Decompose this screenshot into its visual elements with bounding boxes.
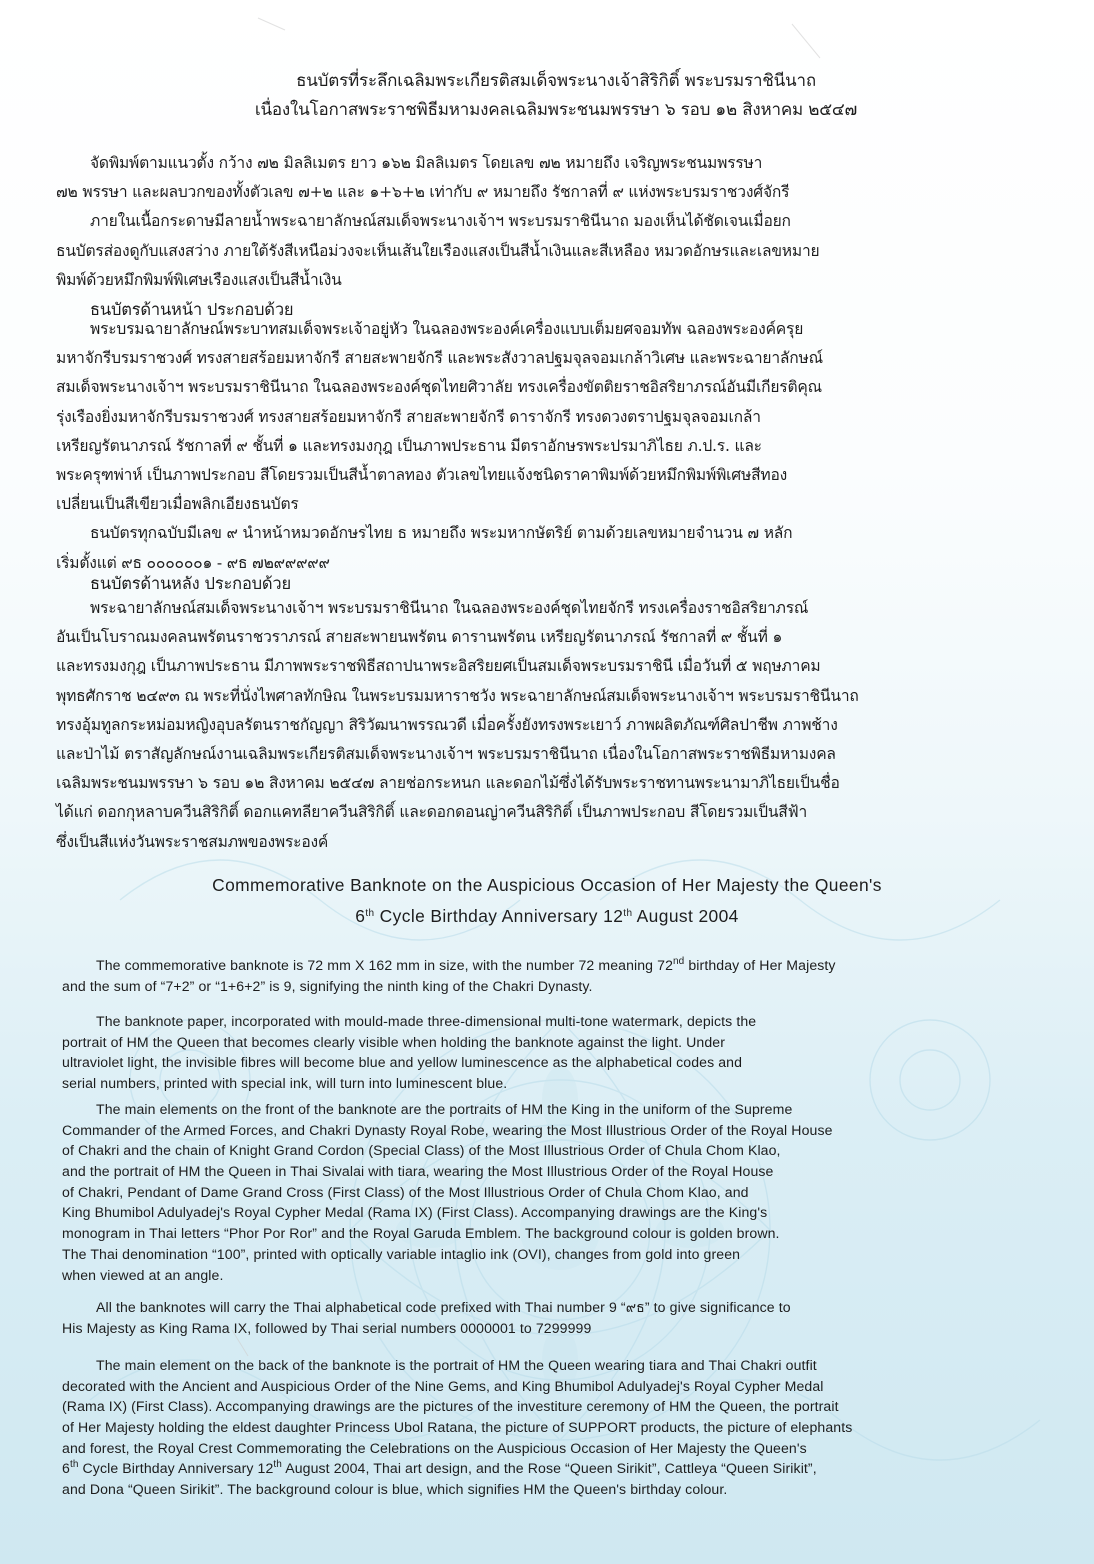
thai-text-line: ๗๒ พรรษา และผลบวกของทั้งตัวเลข ๗+๒ และ ๑+๖+๒ เท่ากับ ๙ หมายถึง รัชกาลที่ ๙ แห่งพระบรมราชวงศ์จักรี — [56, 183, 790, 202]
english-text-line: and the sum of “7+2” or “1+6+2” is 9, signifying the ninth king of the Chakri Dynasty. — [62, 977, 593, 994]
english-text-line: King Bhumibol Adulyadej's Royal Cypher Medal (Rama IX) (First Class). Accompanying drawings are the King's — [62, 1204, 768, 1221]
english-text-line: of Chakri, Pendant of Dame Grand Cross (First Class) of the Most Illustrious Order of Chula Chom Klao, and — [62, 1183, 749, 1200]
thai-text-line: อันเป็นโบราณมงคลนพรัตนราชวราภรณ์ สายสะพายนพรัตน ดารานพรัตน เหรียญรัตนาภรณ์ รัชกาลที่ ๙ ชั้นที่ ๑ — [56, 628, 783, 647]
thai-text-line: รุ่งเรืองยิ่งมหาจักรีบรมราชวงศ์ ทรงสายสร้อยมหาจักรี สายสะพายจักรี ดาราจักรี ทรงดวงตราปฐมจุลจอมเกล้า — [56, 407, 761, 426]
thai-title — [56, 67, 1056, 125]
thai-text-line: เฉลิมพระชนมพรรษา ๖ รอบ ๑๒ สิงหาคม ๒๕๔๗ ลายช่อกระหนก และดอกไม้ซึ่งได้รับพระราชทานพระนามาภิไธยเป็นชื่อ — [56, 774, 840, 793]
english-title-line: 6th Cycle Birthday Anniversary 12th August 2004 — [355, 906, 739, 926]
english-text-line: when viewed at an angle. — [62, 1266, 224, 1283]
english-text-line: The Thai denomination “100”, printed with optically variable intaglio ink (OVI), changes from gold into green — [62, 1245, 741, 1262]
english-text-line: serial numbers, printed with special ink, will turn into luminescent blue. — [62, 1075, 508, 1092]
thai-text-line: เหรียญรัตนาภรณ์ รัชกาลที่ ๙ ชั้นที่ ๑ และทรงมงกุฎ เป็นภาพประธาน มีตราอักษรพระปรมาภิไธย ภ.ป.ร. และ — [56, 436, 762, 455]
thai-text-line: พิมพ์ด้วยหมึกพิมพ์พิเศษเรืองแสงเป็นสีน้ำเงิน — [56, 270, 342, 289]
thai-text-line: ธนบัตรทุกฉบับมีเลข ๙ นำหน้าหมวดอักษรไทย ธ หมายถึง พระมหากษัตริย์ ตามด้วยเลขหมายจำนวน ๗ หลัก — [90, 524, 793, 543]
english-text-line: The main element on the back of the banknote is the portrait of HM the Queen wearing tiara and Thai Chakri outfit — [96, 1357, 817, 1373]
english-text-line: decorated with the Ancient and Auspicious Order of the Nine Gems, and King Bhumibol Adulyadej's Royal Cypher Medal — [62, 1377, 824, 1394]
thai-text-line: และป่าไม้ ตราสัญลักษณ์งานเฉลิมพระเกียรติสมเด็จพระนางเจ้าฯ พระบรมราชินีนาถ เนื่องในโอกาสพระราชพิธีมหามงคล — [56, 744, 836, 763]
thai-text-line: เริ่มตั้งแต่ ๙ธ ๐๐๐๐๐๐๑ - ๙ธ ๗๒๙๙๙๙๙ — [56, 553, 330, 572]
english-text-line: All the banknotes will carry the Thai alphabetical code prefixed with Thai number 9 “๙ธ” to give significance to — [96, 1299, 791, 1315]
english-text-line: 6th Cycle Birthday Anniversary 12th August 2004, Thai art design, and the Rose “Queen Sirikit”, Cattleya “Queen Sirikit”, — [62, 1459, 817, 1477]
thai-title-line: เนื่องในโอกาสพระราชพิธีมหามงคลเฉลิมพระชนมพรรษา ๖ รอบ ๑๒ สิงหาคม ๒๕๔๗ — [254, 100, 858, 121]
english-text-line: of Chakri and the chain of Knight Grand Cordon (Special Class) of the Most Illustrious Order of Chula Chom Klao, — [62, 1142, 781, 1159]
thai-text-line: ภายในเนื้อกระดาษมีลายน้ำพระฉายาลักษณ์สมเด็จพระนางเจ้าฯ พระบรมราชินีนาถ มองเห็นได้ชัดเจนเมื่อยก — [90, 212, 791, 231]
english-paragraph-size — [62, 955, 1062, 996]
thai-back-paragraph — [56, 594, 1056, 857]
thai-text-line: ธนบัตรส่องดูกับแสงสว่าง ภายใต้รังสีเหนือม่วงจะเห็นเส้นใยเรืองแสงเป็นสีน้ำเงินและสีเหลือง หมวดอักษรและเลขหมาย — [56, 241, 820, 260]
thai-text-line: เปลี่ยนเป็นสีเขียวเมื่อพลิกเอียงธนบัตร — [56, 495, 299, 514]
thai-text-line: พระบรมฉายาลักษณ์พระบาทสมเด็จพระเจ้าอยู่หัว ในฉลองพระองค์เครื่องแบบเต็มยศจอมทัพ ฉลองพระองค์ครุย — [90, 320, 804, 338]
heading-text: ธนบัตรด้านหน้า ประกอบด้วย — [90, 300, 294, 319]
english-title — [0, 870, 1094, 932]
thai-text-line: สมเด็จพระนางเจ้าฯ พระบรมราชินีนาถ ในฉลองพระองค์ชุดไทยศิวาลัย ทรงเครื่องขัตติยราชอิสริยาภรณ์อันมีเกียรติคุณ — [56, 378, 822, 397]
thai-text-line: พระฉายาลักษณ์สมเด็จพระนางเจ้าฯ พระบรมราชินีนาถ ในฉลองพระองค์ชุดไทยจักรี ทรงเครื่องราชอิสริยาภรณ์ — [90, 599, 809, 617]
english-text-line: and forest, the Royal Crest Commemorating the Celebrations on the Auspicious Occasion of Her Majesty the Queen's — [62, 1439, 807, 1456]
english-text-line: monogram in Thai letters “Phor Por Ror” and the Royal Garuda Emblem. The background colour is golden brown. — [62, 1225, 780, 1242]
english-text-line: ultraviolet light, the invisible fibres will become blue and yellow luminescence as the alphabetical codes and — [62, 1054, 743, 1071]
english-text-line: (Rama IX) (First Class). Accompanying drawings are the pictures of the investiture ceremony of HM the Queen, the portrait — [62, 1398, 839, 1415]
thai-text-line: พุทธศักราช ๒๔๙๓ ณ พระที่นั่งไพศาลทักษิณ ในพระบรมมหาราชวัง พระฉายาลักษณ์สมเด็จพระนางเจ้าฯ พระบรมราชินีนาถ — [56, 686, 859, 705]
english-text-line: The main elements on the front of the banknote are the portraits of HM the King in the uniform of the Supreme — [96, 1101, 793, 1117]
thai-intro-paragraph — [56, 149, 1056, 295]
thai-front-paragraph — [56, 315, 1056, 578]
english-title-line: Commemorative Banknote on the Auspicious Occasion of Her Majesty the Queen's — [212, 875, 882, 895]
english-text-line: of Her Majesty holding the eldest daughter Princess Ubol Ratana, the picture of SUPPORT products, the picture of elephants — [62, 1419, 853, 1436]
thai-text-line: ซึ่งเป็นสีแห่งวันพระราชสมภพของพระองค์ — [56, 832, 329, 851]
english-text-line: Commander of the Armed Forces, and Chakri Dynasty Royal Robe, wearing the Most Illustrious Order of the Royal House — [62, 1121, 833, 1138]
thai-text-line: มหาจักรีบรมราชวงศ์ ทรงสายสร้อยมหาจักรี สายสะพายจักรี และพระสังวาลปฐมจุลจอมเกล้าวิเศษ และพระฉายาลักษณ์ — [56, 349, 823, 368]
english-text-line: portrait of HM the Queen that becomes clearly visible when holding the banknote against the light. Under — [62, 1033, 726, 1050]
thai-text-line: ทรงอุ้มทูลกระหม่อมหญิงอุบลรัตนราชกัญญา สิริวัฒนาพรรณวดี เมื่อครั้งยังทรงพระเยาว์ ภาพผลิตภัณฑ์ศิลปาชีพ ภาพช้าง — [56, 715, 838, 734]
thai-title-line: ธนบัตรที่ระลึกเฉลิมพระเกียรติสมเด็จพระนางเจ้าสิริกิติ์ พระบรมราชินีนาถ — [296, 71, 816, 91]
english-paragraph-serial — [62, 1297, 1062, 1338]
english-paragraph-front — [62, 1099, 1062, 1285]
english-text-line: The banknote paper, incorporated with mould-made three-dimensional multi-tone watermark, depicts the — [96, 1013, 757, 1029]
english-text-line: The commemorative banknote is 72 mm X 162 mm in size, with the number 72 meaning 72nd birthday of Her Majesty — [96, 956, 836, 973]
english-text-line: and the portrait of HM the Queen in Thai Sivalai with tiara, wearing the Most Illustrious Order of the Royal House — [62, 1163, 774, 1180]
thai-text-line: และทรงมงกุฎ เป็นภาพประธาน มีภาพพระราชพิธีสถาปนาพระอิสริยยศเป็นสมเด็จพระบรมราชินี เมื่อวันที่ ๕ พฤษภาคม — [56, 657, 821, 676]
thai-text-line: ได้แก่ ดอกกุหลาบควีนสิริกิติ์ ดอกแคทลียาควีนสิริกิติ์ และดอกดอนญ่าควีนสิริกิติ์ เป็นภาพประกอบ สีโดยรวมเป็นสีฟ้า — [56, 803, 808, 822]
thai-text-line: พระครุฑพ่าห์ เป็นภาพประกอบ สีโดยรวมเป็นสีน้ำตาลทอง ตัวเลขไทยแจ้งชนิดราคาพิมพ์ด้วยหมึกพิมพ์พิเศษสีทอง — [56, 465, 788, 484]
english-text-line: and Dona “Queen Sirikit”. The background colour is blue, which signifies HM the Queen's birthday colour. — [62, 1481, 728, 1498]
thai-text-line: จัดพิมพ์ตามแนวตั้ง กว้าง ๗๒ มิลลิเมตร ยาว ๑๖๒ มิลลิเมตร โดยเลข ๗๒ หมายถึง เจริญพระชนมพรรษา — [90, 154, 763, 172]
english-paragraph-back — [62, 1355, 1062, 1500]
english-paragraph-paper — [62, 1011, 1062, 1094]
english-text-line: His Majesty as King Rama IX, followed by Thai serial numbers 0000001 to 7299999 — [62, 1319, 592, 1336]
heading-text: ธนบัตรด้านหลัง ประกอบด้วย — [90, 574, 291, 593]
